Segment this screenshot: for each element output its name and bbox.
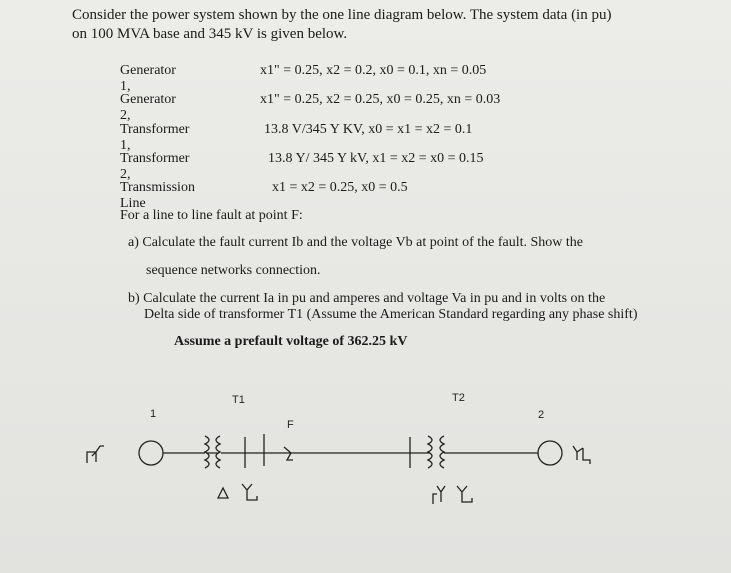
part-b-line-1: b) Calculate the current Ia in pu and amperes and voltage Va in pu and in volts on the <box>128 291 606 306</box>
part-a-line-1: a) Calculate the fault current Ib and the voltage Vb at point of the fault. Show the <box>128 235 583 250</box>
bus-1-label: 1 <box>150 408 157 420</box>
fault-label: F <box>287 419 294 431</box>
row-value: x1" = 0.25, x2 = 0.2, x0 = 0.1, xn = 0.05 <box>260 63 487 78</box>
generator-2-icon <box>538 441 562 465</box>
row-label: Transmission Line <box>120 180 195 211</box>
row-label: Generator 2, <box>120 92 176 123</box>
t2-wye-ground-icon-left <box>433 486 445 504</box>
intro-line-1: Consider the power system shown by the one line diagram below. The system data (in pu) <box>72 7 612 23</box>
fault-intro: For a line to line fault at point F: <box>120 208 303 223</box>
row-value: x1 = x2 = 0.25, x0 = 0.5 <box>272 180 408 195</box>
generator-1-ground-icon <box>87 446 104 463</box>
t2-label: T2 <box>452 392 465 404</box>
bus-2-label: 2 <box>538 409 545 421</box>
prefault-assumption: Assume a prefault voltage of 362.25 kV <box>174 334 408 349</box>
t2-wye-ground-icon-right <box>457 486 472 502</box>
row-value: 13.8 V/345 Y KV, x0 = x1 = x2 = 0.1 <box>264 122 473 137</box>
generator-1-icon <box>139 441 163 465</box>
t1-label: T1 <box>232 394 245 406</box>
intro-line-2: on 100 MVA base and 345 kV is given below. <box>72 26 348 42</box>
transformer-1-icon <box>205 436 220 468</box>
row-value: 13.8 Y/ 345 Y kV, x1 = x2 = x0 = 0.15 <box>268 151 484 166</box>
transformer-2-icon <box>428 436 444 468</box>
row-label: Generator 1, <box>120 63 176 94</box>
part-b-line-2: Delta side of transformer T1 (Assume the American Standard regarding any phase shift) <box>144 307 638 322</box>
t1-wye-ground-icon <box>242 484 257 500</box>
part-a-line-2: sequence networks connection. <box>146 263 321 278</box>
delta-icon <box>218 488 228 498</box>
row-value: x1" = 0.25, x2 = 0.25, x0 = 0.25, xn = 0.03 <box>260 92 501 107</box>
generator-2-ground-icon <box>573 446 590 464</box>
row-label: Transformer 2, <box>120 151 190 182</box>
row-label: Transformer 1, <box>120 122 190 153</box>
